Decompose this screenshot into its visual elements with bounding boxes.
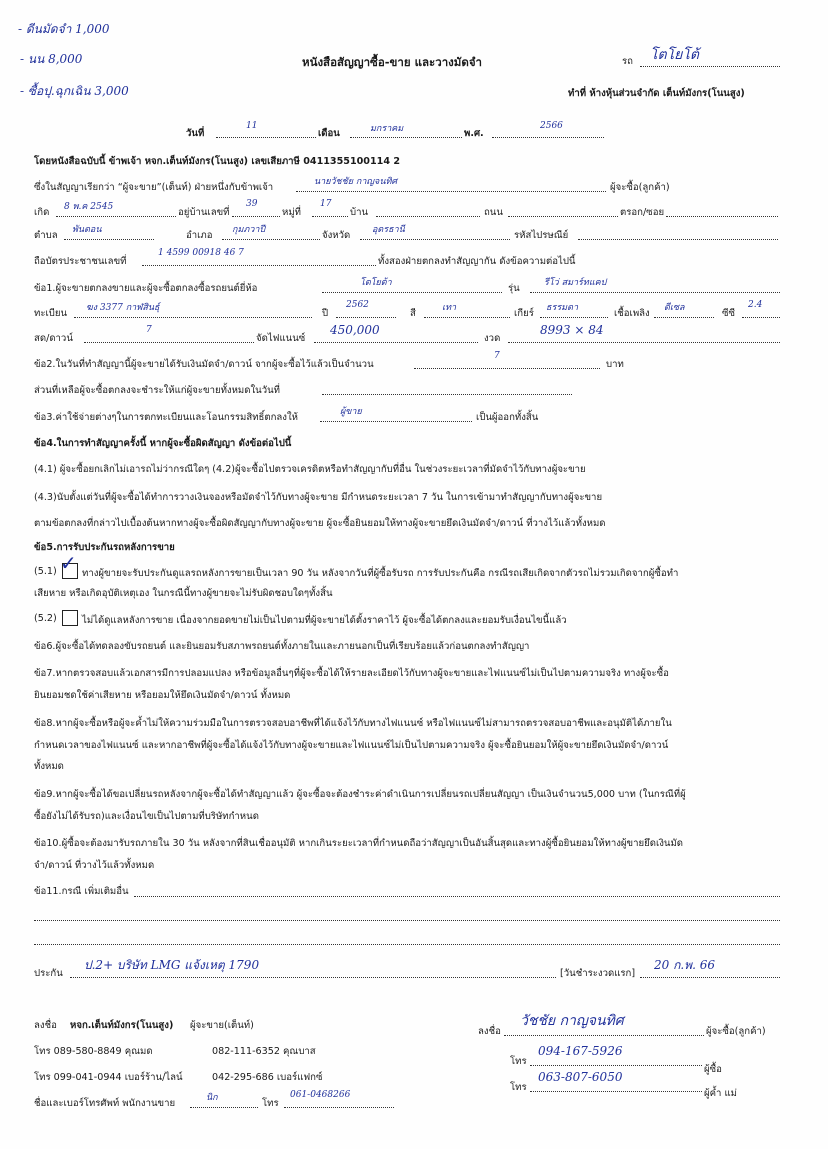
clause1-text: ข้อ1.ผู้จะขายตกลงขายและผู้จะซื้อตกลงซื้อรถยนต์ยี่ห้อ bbox=[34, 283, 258, 294]
id-label: ถือบัตรประชาชนเลขที่ bbox=[34, 256, 127, 267]
amphoe-line bbox=[222, 239, 320, 240]
clause2-amount: 7 bbox=[494, 351, 500, 361]
clause8-text: ข้อ8.หากผู้จะซื้อหรือผู้จะค้ำไม่ให้ความร่วมมือในการตรวจสอบอาชีพที่ได้แจ้งไว้กับทางไฟแนนซ์ หรือไฟแนนซ์ไม่สามารถตรวจสอบอาชีพและอนุมัติได้ภายใน bbox=[34, 718, 672, 729]
clause5-1-text: ทางผู้ขายจะรับประกันดูแลรถหลังการขายเป็นเวลา 90 วัน หลังจากวันที่ผู้ซื้อรับรถ การรับประกันคือ กรณีรถเสียเกิดจากตัวรถไม่รวมเกิดจากผู้ซื้อทำ bbox=[82, 568, 679, 579]
amphoe-label: อำเภอ bbox=[186, 230, 213, 241]
id-tail: ทั้งสองฝ่ายตกลงทำสัญญากัน ดังข้อความต่อไปนี้ bbox=[378, 256, 576, 267]
clause3-tail: เป็นผู้ออกทั้งสิ้น bbox=[476, 412, 539, 423]
seller-sign-label: ลงชื่อ bbox=[34, 1020, 57, 1031]
reg-line bbox=[74, 317, 312, 318]
clause2-remaining: ส่วนที่เหลือผู้จะซื้อตกลงจะชำระให้แก่ผู้จะขายทั้งหมดในวันที่ bbox=[34, 385, 280, 396]
moo-line bbox=[312, 216, 348, 217]
finance-value: 450,000 bbox=[330, 323, 380, 337]
house-value: 39 bbox=[246, 199, 258, 209]
clause8-text2: กำหนดเวลาของไฟแนนซ์ และหากอาชีพที่ผู้จะซื้อได้แจ้งไว้กับทางผู้จะขายและไฟแนนซ์ไม่เป็นไปตามความจริง ผู้จะซื้อยินยอมให้ผู้จะขายยึดเงินมัดจำ/ดาวน์ bbox=[34, 740, 669, 751]
clause11-line3 bbox=[34, 944, 780, 945]
clause5-2-num: (5.2) bbox=[34, 613, 57, 624]
car-year-value: 2562 bbox=[346, 300, 369, 310]
fuel-value: ดีเซล bbox=[664, 303, 685, 313]
buyer-name-line bbox=[296, 191, 606, 192]
installment-line bbox=[508, 342, 780, 343]
clause11-line1 bbox=[134, 896, 780, 897]
buyer-tel: 094-167-5926 bbox=[538, 1044, 623, 1058]
document-title: หนังสือสัญญาซื้อ-ขาย และวางมัดจำ bbox=[302, 55, 483, 69]
tambon-value: พันดอน bbox=[72, 225, 102, 235]
born-line bbox=[56, 216, 176, 217]
staff-name: นิก bbox=[206, 1093, 218, 1103]
cc-line bbox=[742, 317, 780, 318]
postcode-label: รหัสไปรษณีย์ bbox=[514, 230, 569, 241]
clause2-text: ข้อ2.ในวันที่ทำสัญญานี้ผู้จะขายได้รับเงินมัดจำ/ดาวน์ จากผู้จะซื้อไว้แล้วเป็นจำนวน bbox=[34, 359, 374, 370]
province-line bbox=[360, 239, 510, 240]
amphoe-value: กุมภวาปี bbox=[232, 225, 266, 235]
note-deposit: - ดีนมัดจำ 1,000 bbox=[18, 22, 110, 36]
month-value: มกราคม bbox=[370, 124, 404, 134]
first-payment-label: [วันชำระงวดแรก] bbox=[560, 968, 636, 979]
fuel-label: เชื้อเพลิง bbox=[614, 308, 650, 319]
staff-name-line bbox=[190, 1107, 258, 1108]
reg-value: ฆง 3377 กาฬสินธุ์ bbox=[86, 303, 160, 313]
gear-label: เกียร์ bbox=[514, 308, 534, 319]
house-line bbox=[232, 216, 280, 217]
down-value: 7 bbox=[146, 325, 152, 335]
phone-1: โทร 089-580-8849 คุณมด bbox=[34, 1046, 153, 1057]
day-value: 11 bbox=[246, 121, 258, 131]
seller-role: ผู้จะขาย(เต็นท์) bbox=[190, 1020, 254, 1031]
day-label: วันที่ bbox=[186, 128, 205, 139]
car-value: โตโยโต้ bbox=[650, 47, 699, 63]
model-label: รุ่น bbox=[508, 283, 520, 294]
gear-line bbox=[540, 317, 608, 318]
month-label: เดือน bbox=[318, 128, 340, 139]
insurance-line bbox=[70, 977, 556, 978]
fuel-line bbox=[654, 317, 714, 318]
day-line bbox=[216, 137, 316, 138]
village-label: บ้าน bbox=[350, 207, 369, 218]
clause3-text: ข้อ3.ค่าใช้จ่ายต่างๆในการตกทะเบียนและโอนกรรมสิทธิ์ตกลงให้ bbox=[34, 412, 298, 423]
note-balance: - นน 8,000 bbox=[20, 52, 83, 66]
installment-label: งวด bbox=[484, 333, 501, 344]
clause7-text: ข้อ7.หากตรวจสอบแล้วเอกสารมีการปลอมแปลง หรือข้อมูลอื่นๆที่ผู้จะซื้อได้ให้รายละเอียดไว้กับทางผู้จะขายและไฟแนนซ์ไม่เป็นไปตามความจริง ทางผู้จะซื้อ bbox=[34, 668, 669, 679]
clause10-text2: จำ/ดาวน์ ที่วางไว้แล้วทั้งหมด bbox=[34, 860, 155, 871]
buyer-signature: วัชชัย กาญจนทิศ bbox=[520, 1013, 624, 1029]
first-payment-value: 20 ก.พ. 66 bbox=[654, 958, 715, 972]
province-value: อุดรธานี bbox=[372, 225, 405, 235]
installment-value: 8993 × 84 bbox=[540, 323, 604, 337]
year-value: 2566 bbox=[540, 121, 563, 131]
clause8-text3: ทั้งหมด bbox=[34, 761, 64, 772]
buyer-name: นายวัชชัย กาญจนทิศ bbox=[314, 177, 398, 187]
down-label: สด/ดาวน์ bbox=[34, 333, 73, 344]
born-label: เกิด bbox=[34, 207, 50, 218]
tambon-label: ตำบล bbox=[34, 230, 58, 241]
car-label: รถ bbox=[622, 56, 633, 67]
moo-label: หมู่ที่ bbox=[282, 207, 301, 218]
clause9-text2: ซื้อยังไม่ได้รับรถ)และเงื่อนไขเป็นไปตามที่บริษัทกำหนด bbox=[34, 811, 259, 822]
note-emergency: - ซื้อปุ.ฉุกเฉิน 3,000 bbox=[20, 84, 129, 98]
clause10-text: ข้อ10.ผู้ซื้อจะต้องมารับรถภายใน 30 วัน หลังจากที่สินเชื่ออนุมัติ หากเกินระยะเวลาที่กำหนดถือว่าสัญญาเป็นอันสิ้นสุดและทางผู้ซื้อยินยอมให้ทางผู้ขายยึดเงินมัด bbox=[34, 838, 684, 849]
clause5-1-text2: เสียหาย หรือเกิดอุบัติเหตุเอง ในกรณีนี้ทางผู้ขายจะไม่รับผิดชอบใดๆทั้งสิ้น bbox=[34, 588, 333, 599]
clause7-text2: ยินยอมชดใช้ค่าเสียหาย หรือยอมให้ยึดเงินมัดจำ/ดาวน์ ทั้งหมด bbox=[34, 690, 291, 701]
road-label: ถนน bbox=[484, 207, 503, 218]
staff-tel: 061-0468266 bbox=[290, 1090, 351, 1100]
clause5-2-text: ไม่ได้ดูแลหลังการขาย เนื่องจากยอดขายไม่เป็นไปตามที่ผู้จะขายได้ตั้งราคาไว้ ผู้จะซื้อได้ตกลงและยอมรับเงื่อนไขนี้แล้ว bbox=[82, 615, 567, 626]
buyer-tel2-role: ผู้ค้ำ แม่ bbox=[704, 1088, 737, 1099]
color-label: สี bbox=[410, 308, 416, 319]
born-value: 8 พ.ค 2545 bbox=[64, 202, 114, 212]
buyer-tel2-line bbox=[530, 1091, 702, 1092]
buyer-tel-line bbox=[530, 1065, 702, 1066]
year-line bbox=[492, 137, 604, 138]
house-label: อยู่บ้านเลขที่ bbox=[178, 207, 230, 218]
tambon-line bbox=[64, 239, 154, 240]
village-line bbox=[376, 216, 480, 217]
postcode-line bbox=[578, 239, 778, 240]
soi-line bbox=[666, 216, 778, 217]
car-line bbox=[640, 66, 780, 67]
buyer-tel-label: โทร bbox=[510, 1056, 527, 1067]
clause3-payer-line bbox=[320, 421, 472, 422]
phone-3: โทร 099-041-0944 เบอร์ร้าน/ไลน์ bbox=[34, 1072, 183, 1083]
id-value: 1 4599 00918 46 7 bbox=[158, 248, 244, 258]
clause2-baht: บาท bbox=[606, 359, 624, 370]
place: ทำที่ ห้างหุ้นส่วนจำกัด เต็นท์มังกร(โนนสูง) bbox=[568, 88, 745, 99]
staff-tel-label: โทร bbox=[262, 1098, 279, 1109]
clause4-3b: ตามข้อตกลงที่กล่าวไปเบื้องต้นหากทางผู้จะซื้อผิดสัญญากับทางผู้จะขาย ผู้จะซื้อยินยอมให้ทางผู้จะขายยึดเงินมัดจำ/ดาวน์ ที่วางไว้แล้วทั้งหมด bbox=[34, 518, 606, 529]
month-line bbox=[350, 137, 462, 138]
intro-line2b: ผู้จะซื้อ(ลูกค้า) bbox=[610, 182, 670, 193]
down-line bbox=[84, 342, 254, 343]
checkmark-icon: ✓ bbox=[60, 551, 77, 575]
finance-label: จัดไฟแนนซ์ bbox=[256, 333, 306, 344]
cc-value: 2.4 bbox=[748, 300, 763, 310]
clause5-title: ข้อ5.การรับประกันรถหลังการขาย bbox=[34, 542, 175, 553]
road-line bbox=[508, 216, 618, 217]
gear-value: ธรรมดา bbox=[546, 303, 578, 313]
color-line bbox=[424, 317, 510, 318]
clause6-text: ข้อ6.ผู้จะซื้อได้ทดลองขับรถยนต์ และยินยอมรับสภาพรถยนต์ทั้งภายในและภายนอกเป็นที่เรียบร้อยแล้วก่อนตกลงทำสัญญา bbox=[34, 641, 530, 652]
staff-label: ชื่อและเบอร์โทรศัพท์ พนักงานขาย bbox=[34, 1098, 176, 1109]
brand-line bbox=[322, 292, 502, 293]
year-label: พ.ศ. bbox=[464, 128, 484, 139]
finance-line bbox=[314, 342, 478, 343]
model-line bbox=[530, 292, 780, 293]
phone-2: 082-111-6352 คุณบาส bbox=[212, 1046, 316, 1057]
buyer-sign-label: ลงชื่อ bbox=[478, 1026, 501, 1037]
model-value: รีโว่ สมาร์ทแคป bbox=[544, 278, 607, 288]
color-value: เทา bbox=[442, 303, 457, 313]
reg-label: ทะเบียน bbox=[34, 308, 68, 319]
cc-label: ซีซี bbox=[722, 308, 736, 319]
seller-name: หจก.เต็นท์มังกร(โนนสูง) bbox=[70, 1020, 174, 1031]
brand-value: โตโยต้า bbox=[360, 278, 392, 288]
clause3-payer: ผู้ขาย bbox=[340, 407, 362, 417]
buyer-role: ผู้จะซื้อ(ลูกค้า) bbox=[706, 1026, 766, 1037]
clause4-title: ข้อ4.ในการทำสัญญาครั้งนี้ หากผู้จะซื้อผิดสัญญา ดังข้อต่อไปนี้ bbox=[34, 438, 292, 449]
year-label-car: ปี bbox=[322, 308, 329, 319]
province-label: จังหวัด bbox=[322, 230, 351, 241]
soi-label: ตรอก/ซอย bbox=[620, 207, 665, 218]
buyer-tel2-label: โทร bbox=[510, 1082, 527, 1093]
clause5-1-num: (5.1) bbox=[34, 566, 57, 577]
clause4-3: (4.3)นับตั้งแต่วันที่ผู้จะซื้อได้ทำการวางเงินจองหรือมัดจำไว้กับทางผู้จะขาย มีกำหนดระยะเวลา 7 วัน ในการเข้ามาทำสัญญากับทางผู้จะขาย bbox=[34, 492, 603, 503]
clause11-line2 bbox=[34, 920, 780, 921]
clause9-text: ข้อ9.หากผู้จะซื้อได้ขอเปลี่ยนรถหลังจากผู้จะซื้อได้ทำสัญญาแล้ว ผู้จะซื้อจะต้องชำระค่าดำเนินการเปลี่ยนรถเปลี่ยนสัญญา เป็นเงินจำนวน5,000 บาท (ในกรณีที่ผู้ bbox=[34, 789, 686, 800]
clause2-date-line bbox=[322, 394, 572, 395]
clause2-amount-line bbox=[414, 368, 600, 369]
intro-line2a: ซึ่งในสัญญาเรียกว่า “ผู้จะขาย”(เต็นท์) ฝ่ายหนึ่งกับข้าพเจ้า bbox=[34, 182, 274, 193]
buyer-tel-role: ผู้ซื้อ bbox=[704, 1064, 722, 1075]
phone-4: 042-295-686 เบอร์แฟกซ์ bbox=[212, 1072, 323, 1083]
insurance-label: ประกัน bbox=[34, 968, 63, 979]
insurance-value: ป.2+ บริษัท LMG แจ้งเหตุ 1790 bbox=[84, 958, 260, 972]
buyer-tel2: 063-807-6050 bbox=[538, 1070, 623, 1084]
id-line bbox=[142, 265, 376, 266]
first-payment-line bbox=[640, 977, 780, 978]
clause4-1: (4.1) ผู้จะซื้อยกเลิกไม่เอารถไม่ว่ากรณีใดๆ (4.2)ผู้จะซื้อไปตรวจเครดิตหรือทำสัญญากับที่อื่น ในช่วงระยะเวลาที่มัดจำไว้กับทางผู้จะขาย bbox=[34, 464, 586, 475]
intro-line1: โดยหนังสือฉบับนี้ ข้าพเจ้า หจก.เต็นท์มังกร(โนนสูง) เลขเสียภาษี 0411355100114 2 bbox=[34, 156, 401, 167]
staff-tel-line bbox=[284, 1107, 394, 1108]
buyer-sign-line bbox=[504, 1035, 704, 1036]
clause5-2-checkbox[interactable] bbox=[62, 610, 78, 626]
clause11-text: ข้อ11.กรณี เพิ่มเติมอื่น bbox=[34, 886, 129, 897]
car-year-line bbox=[336, 317, 396, 318]
moo-value: 17 bbox=[320, 199, 332, 209]
